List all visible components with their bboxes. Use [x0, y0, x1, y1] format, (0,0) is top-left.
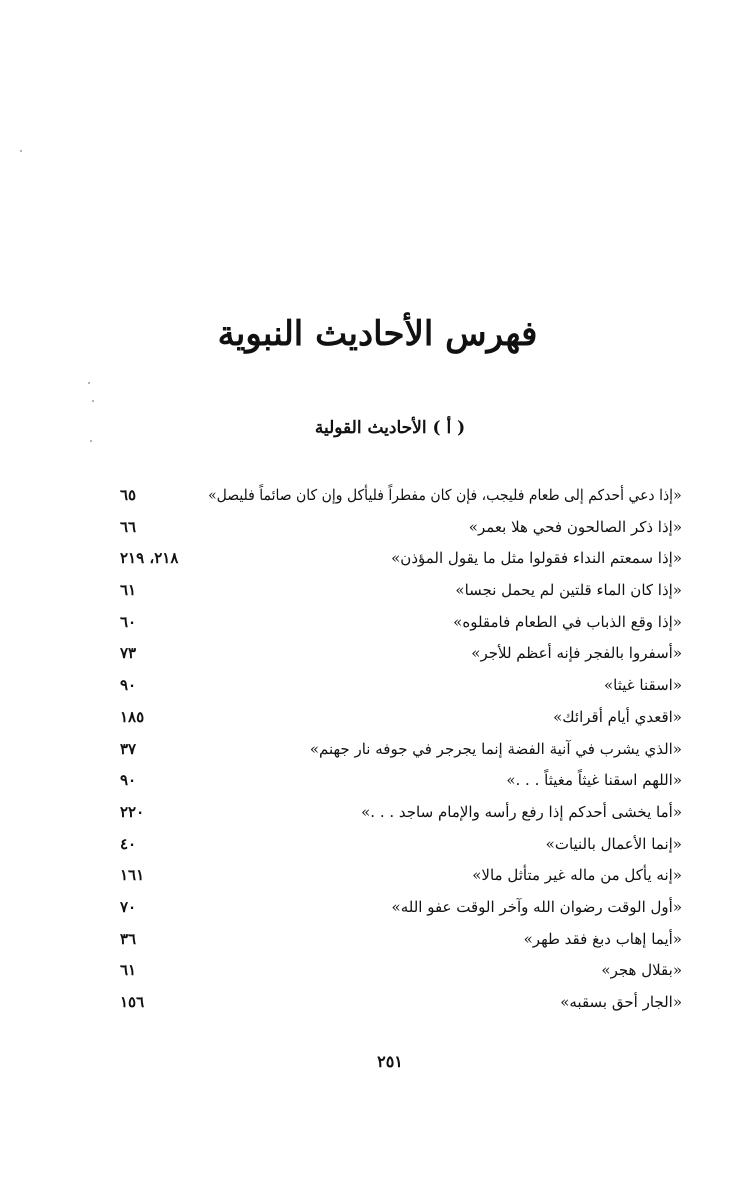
- hadith-text: «إذا وقع الذباب في الطعام فامقلوه»: [453, 612, 682, 631]
- index-entry: [120, 702, 682, 734]
- page-reference: ٦١: [120, 961, 137, 980]
- page-reference: ١٦١: [120, 866, 145, 885]
- hadith-index-list: [120, 480, 682, 1019]
- index-entry: [120, 543, 682, 575]
- page-reference: ٢٢٠: [120, 802, 145, 821]
- page-reference: ٦٥: [120, 486, 137, 504]
- hadith-text: «أول الوقت رضوان الله وآخر الوقت عفو الله»: [391, 897, 682, 916]
- index-entry: [120, 924, 682, 956]
- hadith-text: «اسقنا غيثا»: [603, 676, 682, 695]
- index-entry: [120, 797, 682, 829]
- index-entry: [120, 860, 682, 892]
- page-reference: ٣٧: [120, 739, 137, 758]
- page-reference: ٦٦: [120, 517, 137, 536]
- page-reference: ٩٠: [120, 676, 137, 695]
- hadith-text: «الذي يشرب في آنية الفضة إنما يجرجر في جوفه نار جهنم»: [309, 739, 682, 758]
- hadith-text: «أيما إهاب دبغ فقد طهر»: [523, 929, 682, 948]
- page-title: فهرس الأحاديث النبوية: [217, 314, 538, 354]
- hadith-text: «إنما الأعمال بالنيات»: [545, 834, 682, 853]
- index-entry: [120, 829, 682, 861]
- page-reference: ٧٠: [120, 897, 137, 916]
- index-entry: [120, 955, 682, 987]
- page-number: ٢٥١: [377, 1052, 403, 1071]
- index-entry: [120, 892, 682, 924]
- hadith-text: «اقعدي أيام أقرائك»: [553, 707, 682, 726]
- hadith-text: «أسفروا بالفجر فإنه أعظم للأجر»: [471, 644, 682, 663]
- page-reference: ١٥٦: [120, 993, 145, 1011]
- page-reference: ١٨٥: [120, 707, 145, 726]
- index-entry: [120, 765, 682, 797]
- index-entry: [120, 575, 682, 607]
- page-reference: ٤٠: [120, 834, 137, 853]
- page-reference: ٣٦: [120, 929, 137, 948]
- hadith-text: «أما يخشى أحدكم إذا رفع رأسه والإمام ساجد . . .»: [361, 802, 682, 821]
- page-reference: ٦١: [120, 581, 137, 600]
- scan-speck: [20, 150, 22, 152]
- index-entry: [120, 607, 682, 639]
- index-entry: [120, 512, 682, 544]
- hadith-text: «إذا سمعتم النداء فقولوا مثل ما يقول المؤذن»: [391, 549, 682, 568]
- scan-speck: [92, 400, 94, 402]
- page-reference: ٦٠: [120, 612, 137, 631]
- index-entry: [120, 638, 682, 670]
- hadith-text: «اللهم اسقنا غيثاً مغيثاً . . .»: [506, 771, 682, 790]
- page-reference: ٩٠: [120, 771, 137, 790]
- section-heading: ( أ ) الأحاديث القولية: [314, 418, 466, 438]
- page-reference: ٧٣: [120, 644, 137, 663]
- index-entry: [120, 734, 682, 766]
- index-entry: [120, 480, 682, 512]
- scan-speck: [88, 382, 90, 384]
- hadith-text: «إذا كان الماء قلتين لم يحمل نجسا»: [455, 581, 682, 600]
- scan-speck: [90, 440, 92, 442]
- hadith-text: «إذا ذكر الصالحون فحي هلا بعمر»: [468, 517, 682, 536]
- page-reference: ٢١٨، ٢١٩: [120, 549, 179, 568]
- hadith-text: «إذا دعي أحدكم إلى طعام فليجب، فإن كان مفطراً فليأكل وإن كان صائماً فليصل»: [208, 486, 682, 504]
- index-entry: [120, 670, 682, 702]
- index-entry: [120, 987, 682, 1019]
- hadith-text: «بقلال هجر»: [601, 961, 682, 980]
- hadith-text: «الجار أحق بسقبه»: [560, 993, 682, 1011]
- hadith-text: «إنه يأكل من ماله غير متأثل مالا»: [472, 866, 682, 885]
